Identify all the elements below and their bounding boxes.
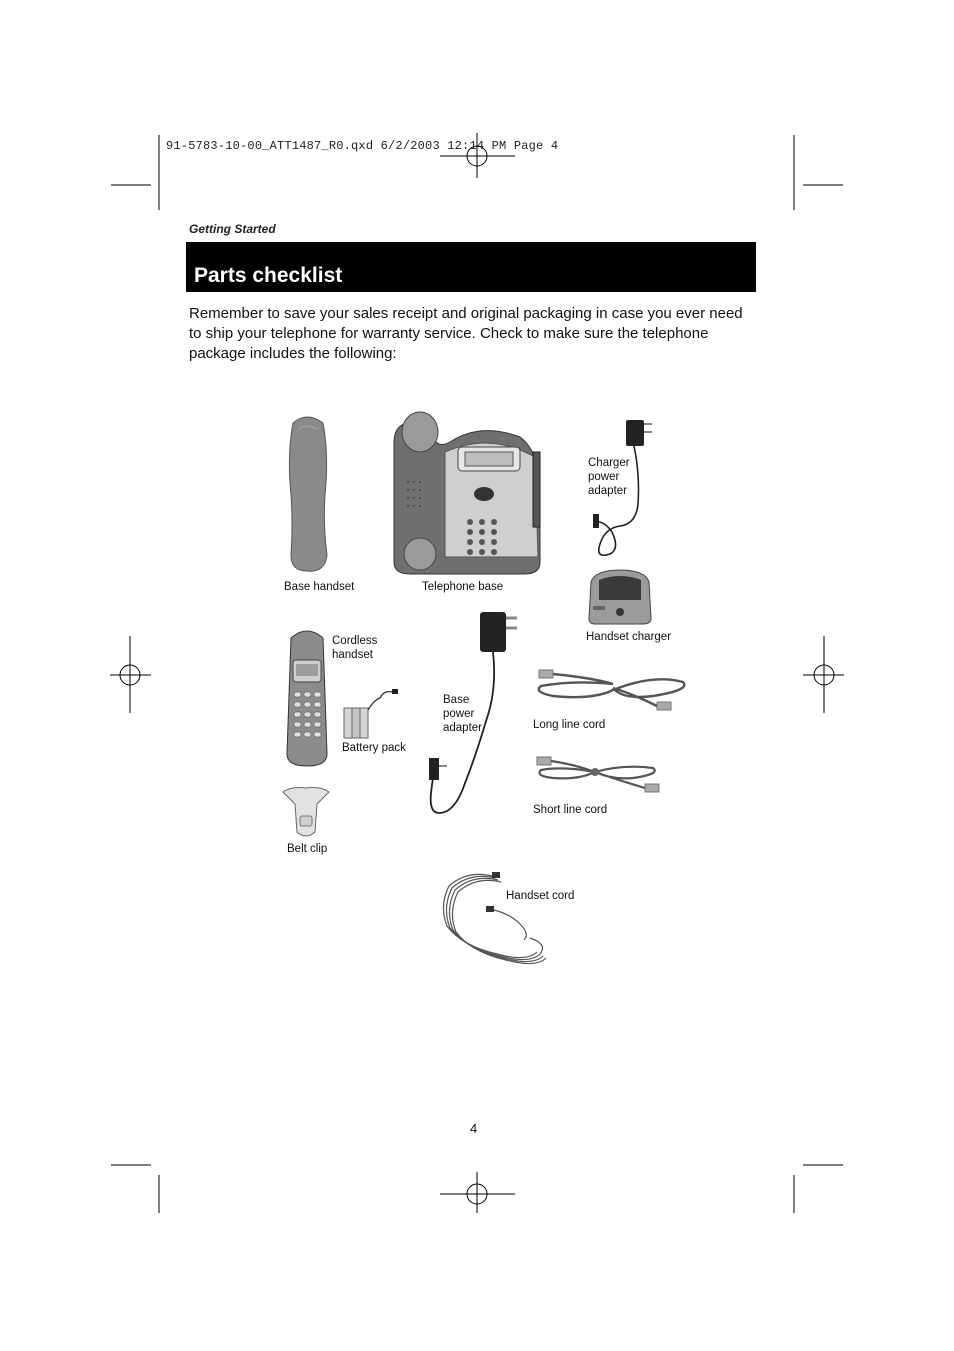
cordless-handset-image: [283, 624, 331, 769]
label-battery-pack: Battery pack: [342, 742, 406, 754]
label-long-line-cord: Long line cord: [533, 719, 606, 731]
label-charger-power-adapter: Charger power adapter: [588, 457, 630, 497]
belt-clip-image: [281, 784, 331, 840]
base-handset-image: [285, 415, 330, 575]
page-title: Parts checklist: [194, 264, 343, 287]
handset-charger-image: [585, 568, 655, 626]
print-slug: 91-5783-10-00_ATT1487_R0.qxd 6/2/2003 12:14 PM Page 4: [166, 139, 559, 153]
battery-pack-image: [340, 686, 402, 741]
intro-paragraph: Remember to save your sales receipt and original packaging in case you ever need to ship your telephone for warranty service. Check to make sure the telephone package includes the following:: [189, 305, 743, 362]
label-cordless-handset: Cordless handset: [332, 635, 378, 661]
short-line-cord-image: [533, 752, 663, 796]
long-line-cord-image: [533, 664, 693, 714]
handset-cord-image: [440, 868, 550, 973]
label-handset-cord: Handset cord: [506, 890, 575, 902]
telephone-base-image: [390, 412, 550, 577]
title-bar: [186, 242, 756, 292]
label-short-line-cord: Short line cord: [533, 804, 608, 816]
label-telephone-base: Telephone base: [422, 581, 504, 593]
page-number: 4: [470, 1121, 478, 1136]
label-belt-clip: Belt clip: [287, 843, 328, 855]
label-base-handset: Base handset: [284, 581, 355, 593]
label-base-power-adapter: Base power adapter: [443, 694, 483, 734]
label-handset-charger: Handset charger: [586, 631, 672, 643]
section-heading: Getting Started: [189, 222, 276, 236]
